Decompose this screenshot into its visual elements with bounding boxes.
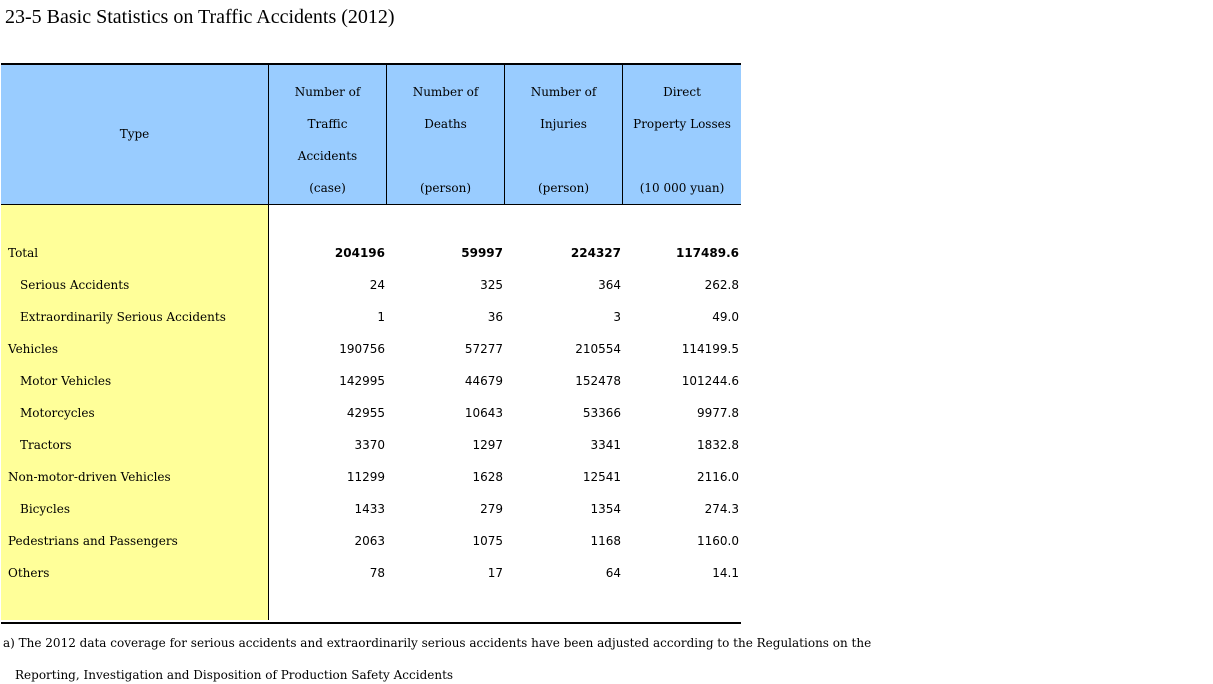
- table-row: [1, 461, 741, 493]
- row-value: 36: [487, 310, 503, 324]
- row-label: Motor Vehicles: [20, 374, 112, 388]
- row-value: 204196: [334, 246, 385, 260]
- header-type: [1, 65, 268, 204]
- row-value: 24: [369, 278, 385, 292]
- row-value: 114199.5: [681, 342, 739, 356]
- header-line: Property Losses: [633, 117, 731, 131]
- row-label: Motorcycles: [20, 406, 95, 420]
- header-type-label: Type: [119, 127, 150, 141]
- row-value: 3341: [590, 438, 621, 452]
- statistics-table: [1, 63, 741, 624]
- header-line: Number of: [294, 85, 361, 99]
- row-value: 3370: [354, 438, 385, 452]
- table-header: [1, 65, 741, 205]
- header-line: Direct: [663, 85, 701, 99]
- table-row: [1, 237, 741, 269]
- header-line: Accidents: [297, 149, 358, 163]
- row-value: 44679: [464, 374, 503, 388]
- header-line: Traffic: [307, 117, 348, 131]
- row-value: 224327: [570, 246, 621, 260]
- row-value: 53366: [582, 406, 621, 420]
- header-unit: (person): [420, 181, 471, 195]
- table-row: [1, 429, 741, 461]
- header-line: Number of: [412, 85, 479, 99]
- row-value: 210554: [575, 342, 621, 356]
- row-value: 1433: [354, 502, 385, 516]
- row-value: 10643: [464, 406, 503, 420]
- header-line: Number of: [530, 85, 597, 99]
- table-row: [1, 493, 741, 525]
- row-value: 78: [369, 566, 385, 580]
- row-value: 101244.6: [681, 374, 739, 388]
- row-value: 1628: [472, 470, 503, 484]
- row-value: 117489.6: [675, 246, 739, 260]
- row-value: 142995: [339, 374, 385, 388]
- row-value: 152478: [575, 374, 621, 388]
- row-value: 1168: [590, 534, 621, 548]
- row-value: 1075: [472, 534, 503, 548]
- header-unit: (10 000 yuan): [639, 181, 725, 195]
- row-value: 17: [487, 566, 503, 580]
- row-label: Serious Accidents: [20, 278, 130, 292]
- row-value: 190756: [339, 342, 385, 356]
- row-value: 14.1: [712, 566, 739, 580]
- row-label: Pedestrians and Passengers: [8, 534, 178, 548]
- header-unit: (person): [538, 181, 589, 195]
- footnote-line-1: a) The 2012 data coverage for serious accidents and extraordinarily serious accidents have been adjusted according to the Regulations on the: [3, 636, 872, 650]
- row-label: Non-motor-driven Vehicles: [8, 470, 171, 484]
- table-row: [1, 397, 741, 429]
- row-label: Others: [8, 566, 50, 580]
- table-row: [1, 301, 741, 333]
- row-value: 64: [605, 566, 621, 580]
- table-row: [1, 333, 741, 365]
- row-label: Total: [8, 246, 39, 260]
- footnote-line-2: Reporting, Investigation and Disposition of Production Safety Accidents: [15, 668, 454, 682]
- row-label: Vehicles: [8, 342, 59, 356]
- row-value: 11299: [346, 470, 385, 484]
- row-value: 1: [377, 310, 385, 324]
- table-row: [1, 269, 741, 301]
- row-value: 1832.8: [697, 438, 739, 452]
- row-value: 57277: [464, 342, 503, 356]
- page-title: 23-5 Basic Statistics on Traffic Accidents (2012): [5, 6, 395, 28]
- row-value: 1354: [590, 502, 621, 516]
- row-value: 3: [613, 310, 621, 324]
- row-value: 42955: [346, 406, 385, 420]
- table-row: [1, 557, 741, 589]
- row-value: 2116.0: [697, 470, 739, 484]
- row-value: 325: [480, 278, 503, 292]
- row-value: 279: [480, 502, 503, 516]
- row-value: 2063: [354, 534, 385, 548]
- table-row: [1, 525, 741, 557]
- row-value: 274.3: [704, 502, 739, 516]
- row-value: 1160.0: [697, 534, 739, 548]
- row-label: Bicycles: [20, 502, 70, 516]
- row-value: 364: [598, 278, 621, 292]
- row-value: 59997: [461, 246, 503, 260]
- row-value: 1297: [472, 438, 503, 452]
- header-col-deaths: [387, 65, 504, 204]
- row-value: 9977.8: [697, 406, 739, 420]
- row-value: 262.8: [704, 278, 739, 292]
- row-label: Tractors: [20, 438, 72, 452]
- row-value: 12541: [582, 470, 621, 484]
- row-value: 49.0: [712, 310, 739, 324]
- row-label: Extraordinarily Serious Accidents: [20, 310, 226, 324]
- header-col-accidents: [269, 65, 386, 204]
- header-col-injuries: [505, 65, 622, 204]
- header-line: Injuries: [540, 117, 587, 131]
- header-line: Deaths: [424, 117, 467, 131]
- header-col-losses: [623, 65, 741, 204]
- table-row: [1, 365, 741, 397]
- header-unit: (case): [309, 181, 346, 195]
